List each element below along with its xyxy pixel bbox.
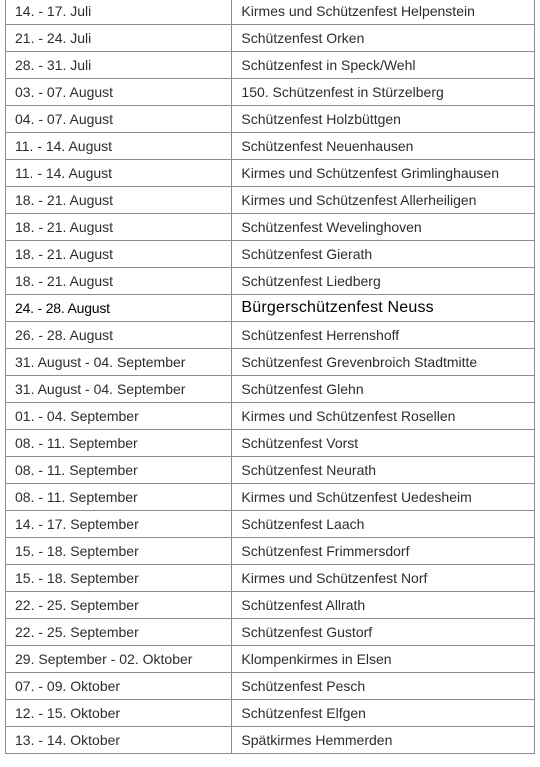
event-name-cell: Schützenfest Elfgen <box>232 700 535 727</box>
event-name-cell: Schützenfest Gustorf <box>232 619 535 646</box>
event-name-cell: Schützenfest in Speck/Wehl <box>232 52 535 79</box>
table-row <box>6 565 535 592</box>
event-date-cell: 01. - 04. September <box>6 403 232 430</box>
event-date-cell: 15. - 18. September <box>6 538 232 565</box>
event-name-cell: Schützenfest Orken <box>232 25 535 52</box>
event-date-cell: 08. - 11. September <box>6 457 232 484</box>
event-name-cell: Schützenfest Gierath <box>232 241 535 268</box>
table-row <box>6 349 535 376</box>
table-row <box>6 322 535 349</box>
table-row <box>6 727 535 754</box>
event-date-cell: 18. - 21. August <box>6 187 232 214</box>
table-row <box>6 457 535 484</box>
event-date-cell: 31. August - 04. September <box>6 349 232 376</box>
event-date-cell: 18. - 21. August <box>6 214 232 241</box>
table-row <box>6 0 535 25</box>
event-date-cell: 18. - 21. August <box>6 241 232 268</box>
table-row <box>6 511 535 538</box>
table-row <box>6 241 535 268</box>
event-date-cell: 18. - 21. August <box>6 268 232 295</box>
event-date-cell: 14. - 17. September <box>6 511 232 538</box>
event-date-cell: 11. - 14. August <box>6 133 232 160</box>
event-name-cell: Kirmes und Schützenfest Rosellen <box>232 403 535 430</box>
event-date-cell: 14. - 17. Juli <box>6 0 232 25</box>
event-date-cell: 07. - 09. Oktober <box>6 673 232 700</box>
event-date-cell: 22. - 25. September <box>6 619 232 646</box>
event-name-cell: Schützenfest Vorst <box>232 430 535 457</box>
event-name-cell: Kirmes und Schützenfest Grimlinghausen <box>232 160 535 187</box>
event-name-cell: Kirmes und Schützenfest Uedesheim <box>232 484 535 511</box>
event-name-cell: Klompenkirmes in Elsen <box>232 646 535 673</box>
table-row <box>6 484 535 511</box>
event-name-cell: Spätkirmes Hemmerden <box>232 727 535 754</box>
event-name-cell: Schützenfest Pesch <box>232 673 535 700</box>
table-row <box>6 403 535 430</box>
table-row <box>6 79 535 106</box>
event-date-cell: 13. - 14. Oktober <box>6 727 232 754</box>
event-date-cell: 12. - 15. Oktober <box>6 700 232 727</box>
event-name-cell: 150. Schützenfest in Stürzelberg <box>232 79 535 106</box>
event-date-cell: 24. - 28. August <box>6 295 232 322</box>
event-date-cell: 08. - 11. September <box>6 484 232 511</box>
table-row <box>6 214 535 241</box>
event-date-cell: 03. - 07. August <box>6 79 232 106</box>
table-row <box>6 187 535 214</box>
event-date-cell: 28. - 31. Juli <box>6 52 232 79</box>
event-name-cell: Schützenfest Laach <box>232 511 535 538</box>
event-date-cell: 04. - 07. August <box>6 106 232 133</box>
table-row <box>6 376 535 403</box>
event-name-cell: Schützenfest Wevelinghoven <box>232 214 535 241</box>
event-date-cell: 31. August - 04. September <box>6 376 232 403</box>
event-name-cell: Schützenfest Glehn <box>232 376 535 403</box>
event-date-cell: 29. September - 02. Oktober <box>6 646 232 673</box>
table-row <box>6 25 535 52</box>
table-row <box>6 538 535 565</box>
table-row <box>6 673 535 700</box>
table-row <box>6 268 535 295</box>
event-name-cell: Schützenfest Neurath <box>232 457 535 484</box>
events-table <box>5 0 535 754</box>
table-row <box>6 160 535 187</box>
table-row <box>6 619 535 646</box>
event-name-cell: Schützenfest Neuenhausen <box>232 133 535 160</box>
event-name-cell: Schützenfest Holzbüttgen <box>232 106 535 133</box>
event-name-cell: Schützenfest Herrenshoff <box>232 322 535 349</box>
table-row <box>6 52 535 79</box>
event-date-cell: 21. - 24. Juli <box>6 25 232 52</box>
event-name-cell: Schützenfest Allrath <box>232 592 535 619</box>
table-row <box>6 133 535 160</box>
event-date-cell: 15. - 18. September <box>6 565 232 592</box>
table-row <box>6 430 535 457</box>
event-name-cell: Kirmes und Schützenfest Allerheiligen <box>232 187 535 214</box>
event-name-cell: Kirmes und Schützenfest Norf <box>232 565 535 592</box>
event-name-cell: Schützenfest Frimmersdorf <box>232 538 535 565</box>
table-row <box>6 295 535 322</box>
table-row <box>6 592 535 619</box>
event-date-cell: 22. - 25. September <box>6 592 232 619</box>
event-name-cell: Schützenfest Liedberg <box>232 268 535 295</box>
event-name-cell: Bürgerschützenfest Neuss <box>232 295 535 322</box>
event-date-cell: 08. - 11. September <box>6 430 232 457</box>
table-row <box>6 646 535 673</box>
table-row <box>6 106 535 133</box>
table-row <box>6 700 535 727</box>
events-table-body <box>6 0 535 754</box>
event-date-cell: 26. - 28. August <box>6 322 232 349</box>
event-date-cell: 11. - 14. August <box>6 160 232 187</box>
event-name-cell: Schützenfest Grevenbroich Stadtmitte <box>232 349 535 376</box>
event-name-cell: Kirmes und Schützenfest Helpenstein <box>232 0 535 25</box>
